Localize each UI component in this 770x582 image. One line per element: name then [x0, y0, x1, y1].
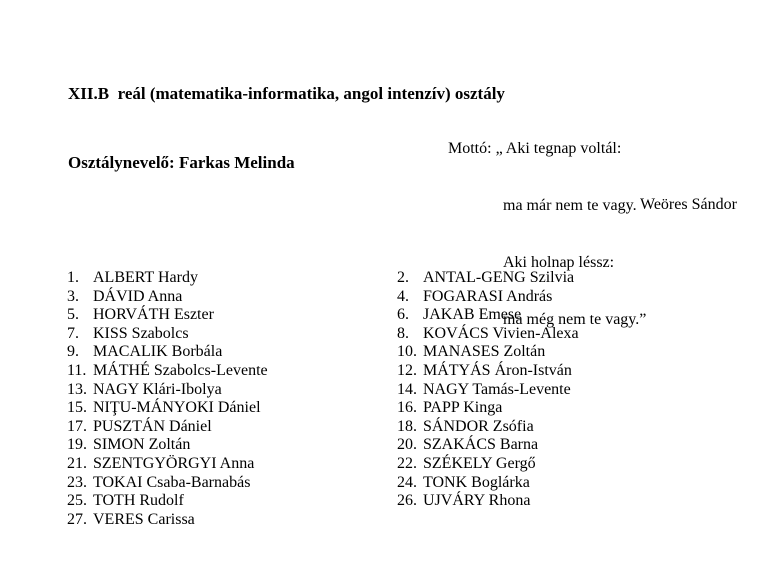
student-number: 16.: [397, 399, 417, 417]
student-number: 9.: [67, 343, 79, 361]
student-name: SZAKÁCS Barna: [423, 436, 539, 454]
motto-label: Mottó: „: [448, 140, 506, 157]
roster-row: [67, 343, 268, 362]
roster-row: [397, 436, 579, 455]
motto-quote-line-4: ma még nem te vagy.”: [503, 311, 647, 328]
student-name: ANTAL-GENG Szilvia: [423, 269, 575, 286]
student-name: SZENTGYÖRGYI Anna: [93, 454, 255, 472]
student-name: MÁTHÉ Szabolcs-Levente: [93, 361, 268, 379]
roster-row: [67, 418, 268, 437]
roster-row: [67, 306, 268, 325]
student-number: 23.: [67, 473, 87, 491]
roster-row: [397, 269, 579, 288]
roster-row: [397, 399, 579, 418]
roster-row: [397, 362, 579, 381]
roster-right-column: [397, 269, 579, 511]
student-name: NAGY Tamás-Levente: [423, 380, 571, 398]
student-name: MANASES Zoltán: [423, 343, 546, 361]
student-name: KOVÁCS Vivien-Alexa: [423, 324, 579, 342]
student-name: NIŢU-MÁNYOKI Dániel: [93, 399, 261, 417]
title-line-class: XII.B reál (matematika-informatika, angol intenzív) osztály: [68, 84, 505, 103]
student-name: MACALIK Borbála: [93, 343, 223, 361]
roster-row: [67, 492, 268, 511]
student-number: 4.: [397, 287, 409, 305]
student-number: 11.: [67, 361, 87, 379]
student-number: 12.: [397, 361, 417, 379]
student-name: NAGY Klári-Ibolya: [93, 380, 222, 398]
motto-quote-line-3: Aki holnap léssz:: [503, 254, 615, 271]
student-name: PUSZTÁN Dániel: [93, 417, 212, 435]
student-name: JAKAB Emese: [423, 306, 522, 324]
roster-row: [397, 306, 579, 325]
roster-row: [67, 325, 268, 344]
student-name: ALBERT Hardy: [93, 269, 198, 286]
student-name: TOTH Rudolf: [93, 492, 184, 510]
roster-row: [397, 492, 579, 511]
roster-row: [397, 343, 579, 362]
roster-row: [67, 288, 268, 307]
student-number: 7.: [67, 324, 79, 342]
student-name: KISS Szabolcs: [93, 324, 189, 342]
student-name: TOKAI Csaba-Barnabás: [93, 473, 251, 491]
student-number: 27.: [67, 510, 87, 528]
roster-row: [397, 418, 579, 437]
student-name: MÁTYÁS Áron-István: [423, 361, 572, 379]
roster-row: [397, 288, 579, 307]
student-number: 26.: [397, 492, 417, 510]
student-number: 2.: [397, 269, 409, 286]
student-name: TONK Boglárka: [423, 473, 530, 491]
roster-row: [67, 511, 268, 530]
roster-row: [397, 325, 579, 344]
student-name: DÁVID Anna: [93, 287, 183, 305]
roster-row: [67, 399, 268, 418]
motto-quote-line-1: Aki tegnap voltál:: [505, 140, 622, 157]
student-number: 25.: [67, 492, 87, 510]
student-number: 8.: [397, 324, 409, 342]
student-name: UJVÁRY Rhona: [423, 492, 531, 510]
roster-left-column: [67, 269, 268, 529]
student-number: 6.: [397, 306, 409, 324]
student-number: 18.: [397, 417, 417, 435]
student-number: 17.: [67, 417, 87, 435]
roster-row: [397, 381, 579, 400]
roster-row: [67, 474, 268, 493]
roster-row: [67, 381, 268, 400]
roster-row: [67, 436, 268, 455]
student-name: FOGARASI András: [423, 287, 553, 305]
student-name: SZÉKELY Gergő: [423, 454, 536, 472]
motto-quote-line-2: ma már nem te vagy.: [503, 197, 637, 214]
student-number: 1.: [67, 269, 79, 286]
student-number: 21.: [67, 454, 87, 472]
student-name: SIMON Zoltán: [93, 436, 191, 454]
document-title: [68, 36, 505, 220]
roster-row: [397, 474, 579, 493]
roster-row: [67, 455, 268, 474]
student-number: 14.: [397, 380, 417, 398]
student-name: PAPP Kinga: [423, 399, 503, 417]
student-name: SÁNDOR Zsófia: [423, 417, 534, 435]
motto-author: Weöres Sándor: [640, 196, 737, 213]
student-number: 5.: [67, 306, 79, 324]
student-number: 10.: [397, 343, 417, 361]
student-name: VERES Carissa: [93, 510, 195, 528]
roster-row: [397, 455, 579, 474]
student-number: 13.: [67, 380, 87, 398]
student-number: 22.: [397, 454, 417, 472]
student-number: 24.: [397, 473, 417, 491]
roster-row: [67, 362, 268, 381]
student-number: 19.: [67, 436, 87, 454]
motto-line-1: [448, 139, 646, 158]
roster-row: [67, 269, 268, 288]
student-number: 3.: [67, 287, 79, 305]
student-number: 15.: [67, 399, 87, 417]
student-name: HORVÁTH Eszter: [93, 306, 214, 324]
student-number: 20.: [397, 436, 417, 454]
title-line-teacher: Osztálynevelő: Farkas Melinda: [68, 153, 295, 172]
